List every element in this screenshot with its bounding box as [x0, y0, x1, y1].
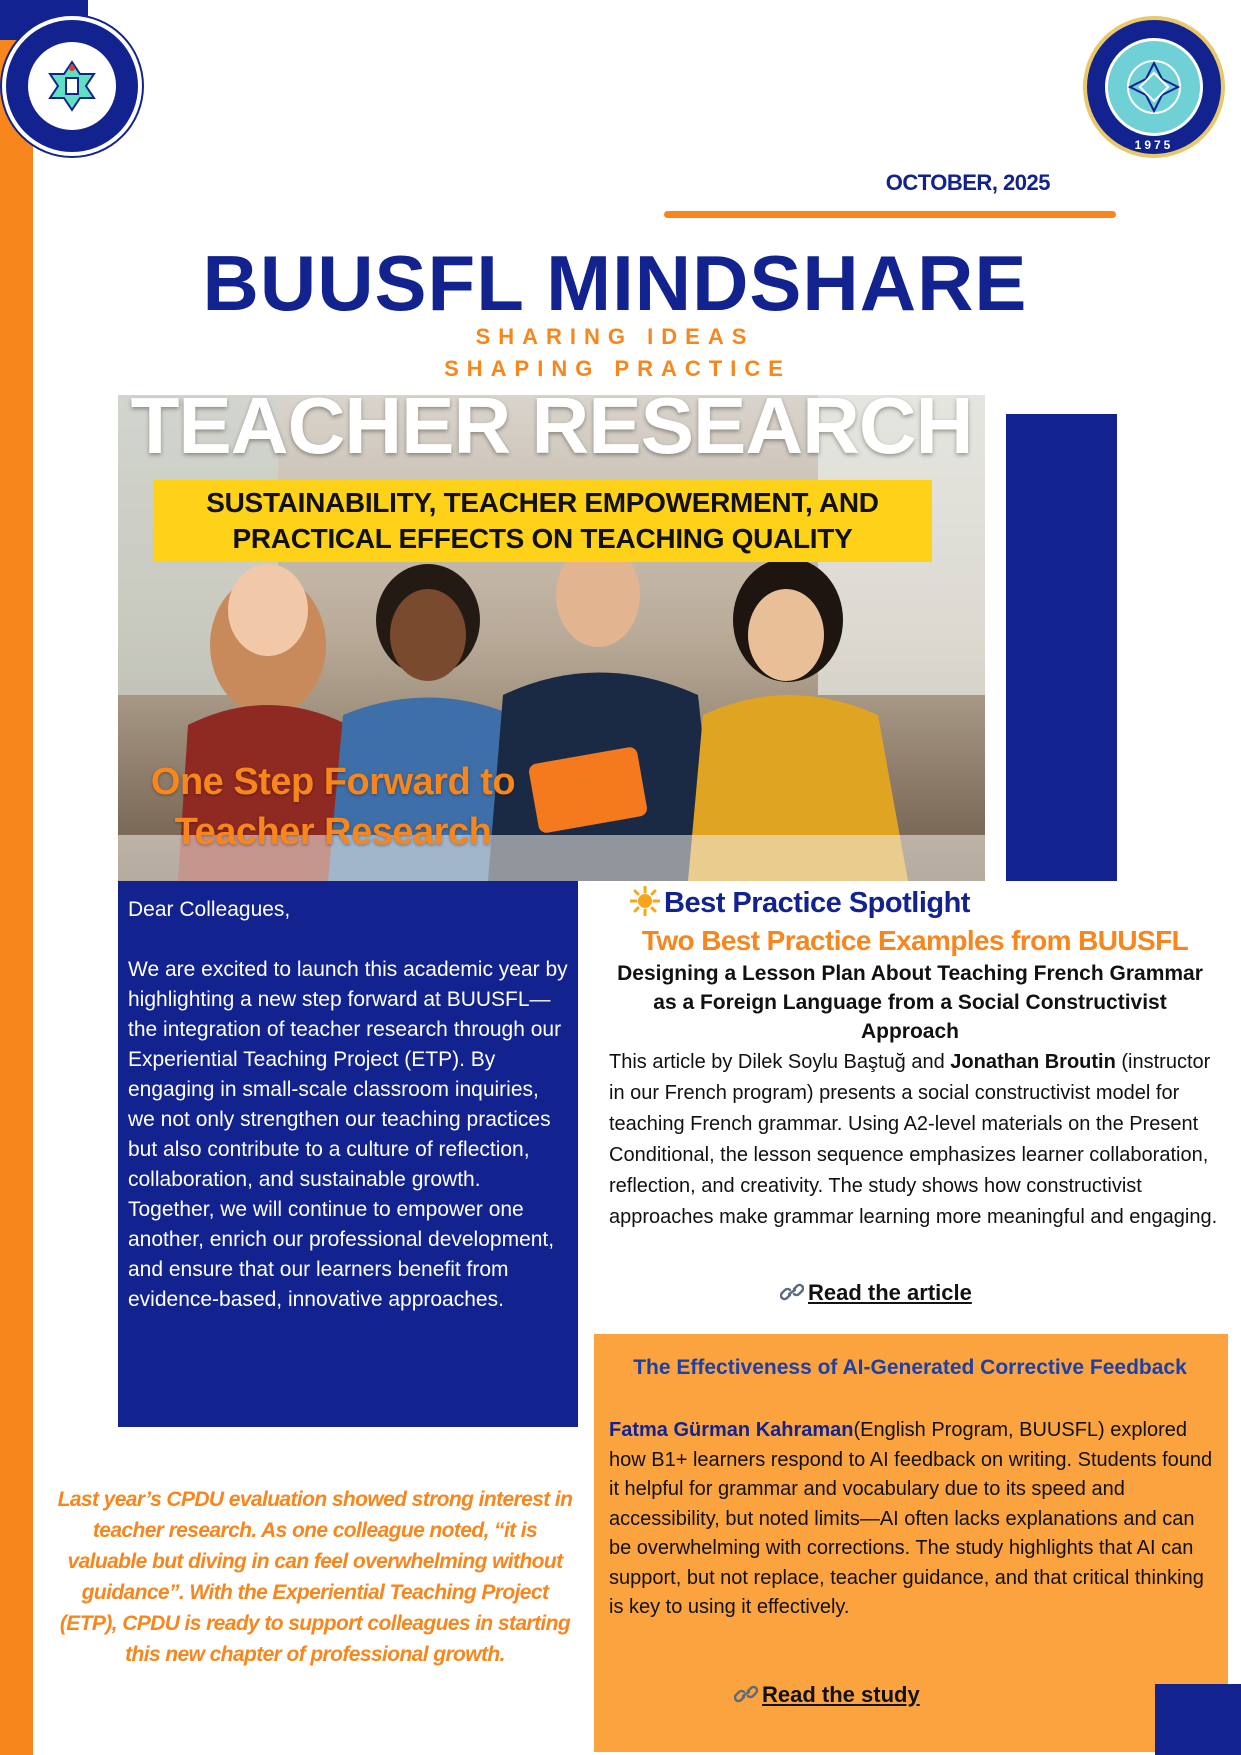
- left-accent-stripe: [0, 0, 33, 1755]
- article-1-rest: (instructor in our French program) presents a social constructivist model for teaching French grammar. Using A2-level materials on the Present Conditional, the lesson sequence emphasizes learner collaboration, reflection, and creativity. The study shows how constructivist approaches make grammar learning more meaningful and engaging.: [609, 1051, 1218, 1228]
- read-article-label[interactable]: Read the article: [808, 1280, 972, 1305]
- decorative-corner-block: [1155, 1684, 1241, 1755]
- article-2-body: [609, 1416, 1219, 1623]
- article-1-intro: This article by Dilek Soylu Baştuğ and: [609, 1051, 945, 1073]
- read-study-link[interactable]: [734, 1682, 920, 1708]
- article-2-text: (English Program, BUUSFL) explored how B1+ learners respond to AI feedback on writing. Students found it helpful for grammar and vocabulary due to its speed and accessibility, but noted limits—AI often lacks explanations and can be overwhelming with corrections. The study highlights that AI can support, but not replace, teacher guidance, and that critical thinking is key to using it effectively.: [609, 1419, 1213, 1618]
- decorative-side-bar: [1006, 414, 1117, 881]
- hero-banner-line-1: SUSTAINABILITY, TEACHER EMPOWERMENT, AND: [206, 487, 879, 518]
- link-icon: [734, 1684, 758, 1704]
- date-divider: [664, 211, 1116, 218]
- letter-paragraph-1: We are excited to launch this academic year by highlighting a new step forward at BUUSFL—the integration of teacher research through our Experiential Teaching Project (ETP). By engaging in small-scale classroom inquiries, we not only strengthen our teaching practices but also contribute to a culture of reflection, collaboration, and sustainable growth.: [128, 958, 568, 1191]
- seal-pattern-icon: [1125, 58, 1183, 116]
- article-2-author: Fatma Gürman Kahraman: [609, 1419, 854, 1441]
- hero-heading: TEACHER RESEARCH: [130, 395, 973, 470]
- article-2-title: The Effectiveness of AI-Generated Corrective Feedback: [633, 1356, 1187, 1379]
- seal-year: 1975: [1134, 138, 1174, 152]
- tagline-line-2: SHAPING PRACTICE: [444, 356, 791, 381]
- read-study-label[interactable]: Read the study: [762, 1682, 920, 1707]
- hero-caption-line-1: One Step Forward to: [150, 761, 516, 803]
- hero-caption-line-2: Teacher Research: [174, 811, 492, 853]
- spotlight-heading: [630, 885, 1130, 921]
- article-1-author: Jonathan Broutin: [950, 1051, 1116, 1073]
- letter-greeting: Dear Colleagues,: [128, 898, 291, 921]
- spotlight-heading-text: Best Practice Spotlight: [664, 887, 970, 919]
- hero-image: [118, 395, 985, 881]
- school-logo-left: [2, 16, 142, 156]
- spotlight-subheading: Two Best Practice Examples from BUUSFL: [641, 925, 1189, 956]
- article-1-title: Designing a Lesson Plan About Teaching French Grammar as a Foreign Language from a Social Constructivist Approach: [617, 962, 1203, 1043]
- issue-date: OCTOBER, 2025: [885, 170, 1050, 195]
- hero-banner-line-2: PRACTICAL EFFECTS ON TEACHING QUALITY: [232, 523, 853, 554]
- hero-caption: [118, 757, 548, 857]
- welcome-letter: [118, 881, 578, 1427]
- emblem-icon: [46, 60, 98, 112]
- star-icon: [630, 886, 660, 916]
- newsletter-title: BUUSFL MINDSHARE: [202, 239, 1028, 327]
- link-icon: [780, 1282, 804, 1302]
- letter-paragraph-2: Together, we will continue to empower one another, enrich our professional development, and ensure that our learners benefit from evidence-based, innovative approaches.: [128, 1198, 555, 1311]
- university-seal-right: [1083, 16, 1225, 158]
- article-1-body: [609, 1047, 1219, 1233]
- tagline-line-1: SHARING IDEAS: [475, 324, 755, 349]
- read-article-link[interactable]: [780, 1280, 972, 1306]
- hero-banner: [153, 480, 932, 562]
- cpdu-quote: Last year’s CPDU evaluation showed strong interest in teacher research. As one colleague noted, “it is valuable but diving in can feel overwhelming without guidance”. With the Experiential Teaching Project (ETP), CPDU is ready to support colleagues in starting this new chapter of professional growth.: [57, 1488, 573, 1666]
